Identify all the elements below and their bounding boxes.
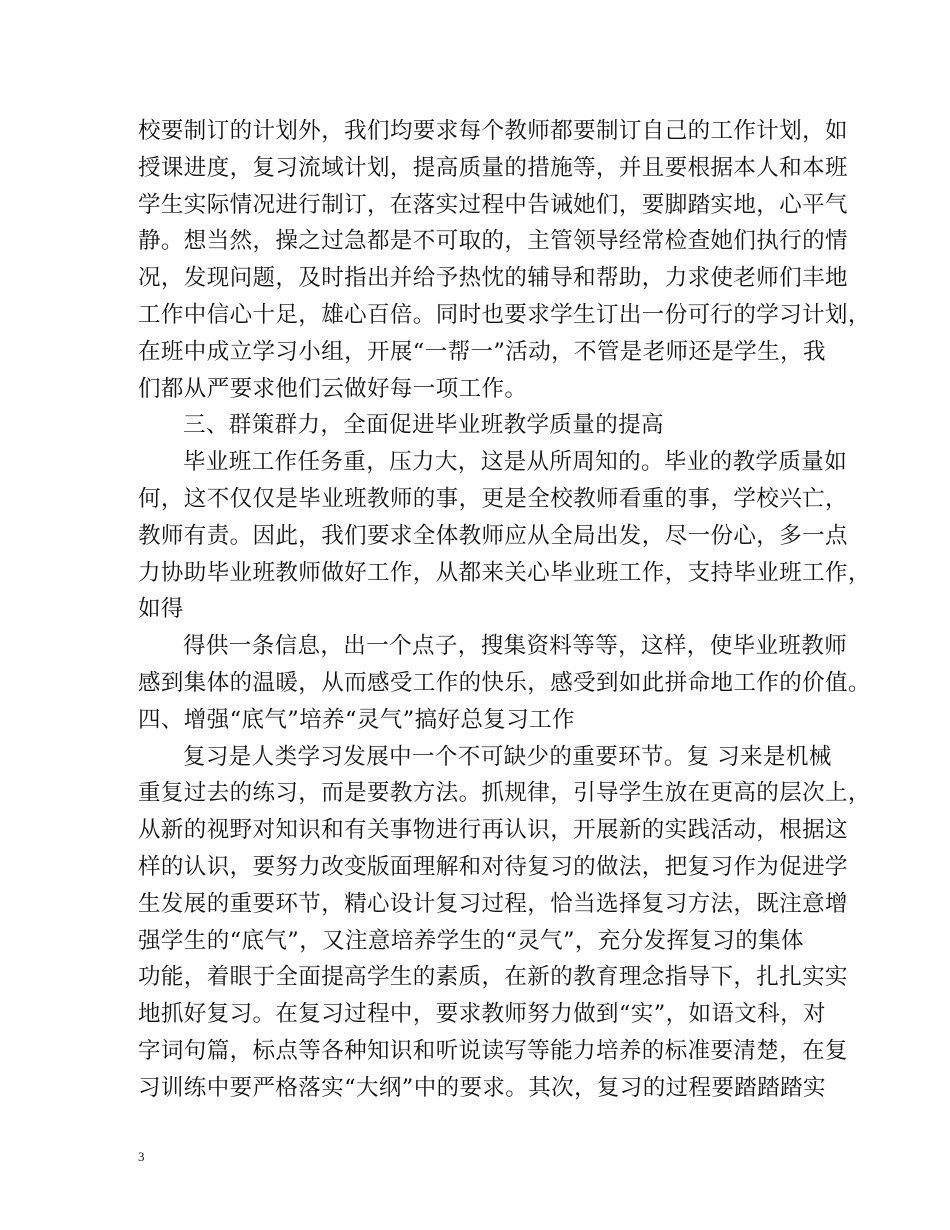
- text-line: 授课进度，复习流域计划，提高质量的措施等，并且要根据本人和本班: [138, 154, 848, 181]
- text-line: 得供一条信息，出一个点子，搜集资料等等，这样，使毕业班教师: [183, 633, 848, 660]
- text-line: 况，发现问题，及时指出并给予热忱的辅导和帮助，力求使老师们丰地: [138, 265, 848, 292]
- text-line: 们都从严要求他们云做好每一项工作。: [138, 375, 528, 402]
- text-line: 工作中信心十足，雄心百倍。同时也要求学生订出一份可行的学习计划，: [138, 301, 871, 328]
- text-line: 字词句篇，标点等各种知识和听说读写等能力培养的标准要清楚，在复: [138, 1037, 848, 1064]
- text-line: 学生实际情况进行制订，在落实过程中告诫她们，要脚踏实地，心平气: [138, 191, 848, 218]
- page-number: 3: [138, 1149, 145, 1164]
- text-line: 毕业班工作任务重，压力大，这是从所周知的。毕业的教学质量如: [183, 449, 848, 476]
- section-heading: 四、增强“底气”培养“灵气”搞好总复习工作: [138, 706, 575, 733]
- text-line: 从新的视野对知识和有关事物进行再认识，开展新的实践活动，根据这: [138, 817, 848, 844]
- text-line: 地抓好复习。在复习过程中，要求教师努力做到“实”，如语文科，对: [138, 1001, 826, 1028]
- text-line: 如得: [138, 596, 184, 623]
- text-line: 生发展的重要环节，精心设计复习过程，恰当选择复习方法，既注意增: [138, 890, 848, 917]
- text-line: 重复过去的练习，而是要教方法。抓规律，引导学生放在更高的层次上，: [138, 780, 871, 807]
- text-line: 强学生的“底气”，又注意培养学生的“灵气”，充分发挥复习的集体: [138, 927, 804, 954]
- document-body: [138, 113, 871, 1107]
- text-line: 感到集体的温暖，从而感受工作的快乐，感受到如此拼命地工作的价值。: [138, 669, 871, 696]
- text-line: 何，这不仅仅是毕业班教师的事，更是全校教师看重的事，学校兴亡，: [138, 485, 848, 512]
- text-line: 复习是人类学习发展中一个不可缺少的重要环节。复 习来是机械: [183, 743, 832, 770]
- text-line: 教师有责。因此，我们要求全体教师应从全局出发，尽一份心，多一点: [138, 522, 848, 549]
- text-line: 在班中成立学习小组，开展“一帮一”活动，不管是老师还是学生，我: [138, 338, 826, 365]
- text-line: 力协助毕业班教师做好工作，从都来关心毕业班工作，支持毕业班工作，: [138, 559, 871, 586]
- text-line: 校要制订的计划外，我们均要求每个教师都要制订自己的工作计划，如: [138, 118, 848, 144]
- text-line: 功能，着眼于全面提高学生的素质，在新的教育理念指导下，扎扎实实: [138, 964, 848, 991]
- text-line: 静。想当然，操之过急都是不可取的，主管领导经常检查她们执行的情: [138, 228, 848, 255]
- section-heading: 三、群策群力，全面促进毕业班教学质量的提高: [183, 412, 664, 439]
- text-line: 习训练中要严格落实“大纲”中的要求。其次，复习的过程要踏踏踏实: [138, 1074, 826, 1101]
- text-line: 样的认识，要努力改变版面理解和对待复习的做法，把复习作为促进学: [138, 853, 848, 880]
